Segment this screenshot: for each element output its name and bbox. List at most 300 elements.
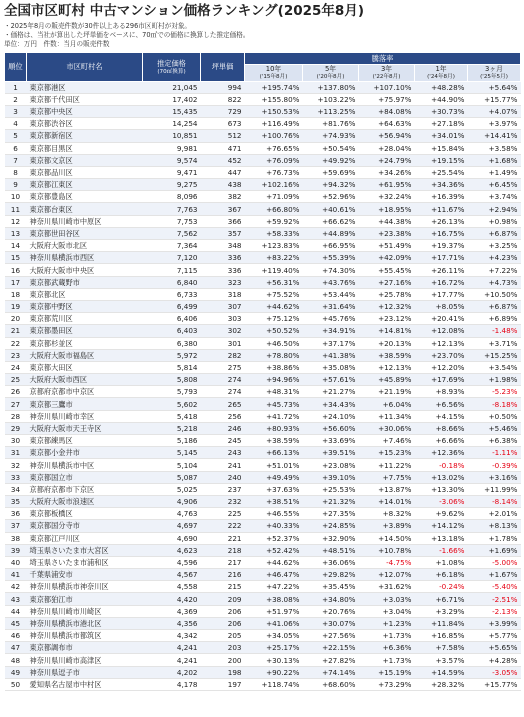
- rise-3y-cell: +51.49%: [359, 240, 415, 252]
- price-cell: 5,793: [143, 386, 201, 398]
- city-cell: 東京都千代田区: [27, 93, 143, 105]
- city-cell: 東京都調布市: [27, 642, 143, 654]
- city-cell: 京都府京都市中京区: [27, 386, 143, 398]
- tsubo-cell: 206: [201, 617, 245, 629]
- city-cell: 埼玉県さいたま市浦和区: [27, 556, 143, 568]
- rise-3y-cell: +18.95%: [359, 203, 415, 215]
- rise-1y-cell: +14.59%: [415, 666, 468, 678]
- rise-3y-cell: +107.10%: [359, 81, 415, 93]
- rise-3m-cell: +3.97%: [468, 118, 521, 130]
- city-cell: 東京都国分寺市: [27, 520, 143, 532]
- period-date: ('25年5月): [480, 73, 508, 80]
- price-cell: 5,104: [143, 459, 201, 471]
- rank-cell: 26: [5, 386, 27, 398]
- rise-5y-cell: +39.10%: [303, 471, 359, 483]
- rise-10y-cell: +41.06%: [245, 617, 303, 629]
- tsubo-cell: 237: [201, 483, 245, 495]
- note-line: ・2025年8月の販売件数が30件以上ある296市区町村が対象。: [4, 22, 192, 30]
- table-row: [5, 630, 521, 642]
- rank-cell: 19: [5, 300, 27, 312]
- rise-1y-cell: +7.58%: [415, 642, 468, 654]
- city-cell: 東京都台東区: [27, 203, 143, 215]
- rank-cell: 48: [5, 654, 27, 666]
- tsubo-cell: 198: [201, 666, 245, 678]
- rank-cell: 6: [5, 142, 27, 154]
- rank-cell: 44: [5, 605, 27, 617]
- rise-10y-cell: +45.73%: [245, 398, 303, 410]
- rise-5y-cell: +103.22%: [303, 93, 359, 105]
- period-date: ('15年8月): [259, 73, 288, 80]
- table-row: [5, 288, 521, 300]
- rise-5y-cell: +29.82%: [303, 569, 359, 581]
- city-cell: 東京都練馬区: [27, 435, 143, 447]
- rank-cell: 33: [5, 471, 27, 483]
- price-cell: 5,808: [143, 374, 201, 386]
- price-cell: 6,406: [143, 313, 201, 325]
- rise-3m-cell: +1.67%: [468, 569, 521, 581]
- rise-5y-cell: +81.76%: [303, 118, 359, 130]
- city-cell: 東京都目黒区: [27, 142, 143, 154]
- price-cell: 4,690: [143, 532, 201, 544]
- rise-3y-cell: +21.19%: [359, 386, 415, 398]
- city-cell: 大阪府大阪市天王寺区: [27, 422, 143, 434]
- rise-3m-cell: +7.22%: [468, 264, 521, 276]
- rise-5y-cell: +34.91%: [303, 325, 359, 337]
- table-row: [5, 459, 521, 471]
- rank-cell: 41: [5, 569, 27, 581]
- rank-cell: 4: [5, 118, 27, 130]
- rank-cell: 5: [5, 130, 27, 142]
- rise-3m-cell: -1.11%: [468, 447, 521, 459]
- rise-3y-cell: +11.34%: [359, 410, 415, 422]
- table-row: [5, 398, 521, 410]
- rise-1y-cell: +17.69%: [415, 374, 468, 386]
- tsubo-cell: 452: [201, 154, 245, 166]
- rank-cell: 50: [5, 678, 27, 690]
- price-cell: 9,981: [143, 142, 201, 154]
- rise-3y-cell: +12.32%: [359, 300, 415, 312]
- rise-3y-cell: +1.73%: [359, 654, 415, 666]
- rise-5y-cell: +33.69%: [303, 435, 359, 447]
- rank-cell: 21: [5, 325, 27, 337]
- table-row: [5, 264, 521, 276]
- rise-5y-cell: +21.27%: [303, 386, 359, 398]
- price-cell: 5,145: [143, 447, 201, 459]
- rank-cell: 10: [5, 191, 27, 203]
- rise-10y-cell: +47.22%: [245, 581, 303, 593]
- rise-5y-cell: +23.08%: [303, 459, 359, 471]
- table-row: [5, 349, 521, 361]
- table-row: [5, 240, 521, 252]
- rise-1y-cell: +11.67%: [415, 203, 468, 215]
- rise-5y-cell: +45.76%: [303, 313, 359, 325]
- price-cell: 5,814: [143, 361, 201, 373]
- rise-3y-cell: +3.89%: [359, 520, 415, 532]
- rise-3y-cell: +7.46%: [359, 435, 415, 447]
- price-cell: 9,574: [143, 154, 201, 166]
- city-cell: 神奈川県横浜市中区: [27, 459, 143, 471]
- rank-cell: 36: [5, 508, 27, 520]
- rise-5y-cell: +35.08%: [303, 361, 359, 373]
- rise-3m-cell: +10.50%: [468, 288, 521, 300]
- rise-3m-cell: +4.07%: [468, 105, 521, 117]
- rise-1y-cell: +3.57%: [415, 654, 468, 666]
- rise-10y-cell: +46.47%: [245, 569, 303, 581]
- rise-3m-cell: -2.51%: [468, 593, 521, 605]
- rise-10y-cell: +83.22%: [245, 252, 303, 264]
- table-row: [5, 191, 521, 203]
- tsubo-cell: 303: [201, 313, 245, 325]
- header-price-label: 推定価格: [157, 58, 186, 68]
- rank-cell: 28: [5, 410, 27, 422]
- table-row: [5, 105, 521, 117]
- city-cell: 東京都三鷹市: [27, 398, 143, 410]
- tsubo-cell: 336: [201, 264, 245, 276]
- rise-3y-cell: +30.06%: [359, 422, 415, 434]
- rise-5y-cell: +50.54%: [303, 142, 359, 154]
- rank-cell: 24: [5, 361, 27, 373]
- rank-cell: 17: [5, 276, 27, 288]
- tsubo-cell: 301: [201, 337, 245, 349]
- rank-cell: 2: [5, 93, 27, 105]
- rise-3m-cell: +5.64%: [468, 81, 521, 93]
- rise-5y-cell: +49.92%: [303, 154, 359, 166]
- rise-3m-cell: -0.39%: [468, 459, 521, 471]
- price-cell: 17,402: [143, 93, 201, 105]
- table-row: [5, 471, 521, 483]
- rise-5y-cell: +34.80%: [303, 593, 359, 605]
- price-cell: 5,218: [143, 422, 201, 434]
- rise-5y-cell: +37.17%: [303, 337, 359, 349]
- rise-1y-cell: +19.15%: [415, 154, 468, 166]
- rise-1y-cell: +44.90%: [415, 93, 468, 105]
- tsubo-cell: 471: [201, 142, 245, 154]
- rank-cell: 30: [5, 435, 27, 447]
- table-row: [5, 508, 521, 520]
- rise-10y-cell: +80.93%: [245, 422, 303, 434]
- rise-5y-cell: +113.25%: [303, 105, 359, 117]
- rank-cell: 38: [5, 532, 27, 544]
- price-cell: 4,697: [143, 520, 201, 532]
- rise-3m-cell: +0.98%: [468, 215, 521, 227]
- rise-1y-cell: -0.24%: [415, 581, 468, 593]
- tsubo-cell: 274: [201, 386, 245, 398]
- rise-3m-cell: +1.68%: [468, 154, 521, 166]
- tsubo-cell: 357: [201, 227, 245, 239]
- city-cell: 東京都新宿区: [27, 130, 143, 142]
- rank-cell: 35: [5, 495, 27, 507]
- page-title: 全国市区町村 中古マンション価格ランキング(2025年8月): [4, 3, 364, 19]
- table-row: [5, 252, 521, 264]
- rise-3m-cell: +2.01%: [468, 508, 521, 520]
- rank-cell: 12: [5, 215, 27, 227]
- rise-10y-cell: +46.50%: [245, 337, 303, 349]
- rise-3m-cell: -5.00%: [468, 556, 521, 568]
- rise-10y-cell: +48.31%: [245, 386, 303, 398]
- tsubo-cell: 216: [201, 569, 245, 581]
- table-row: [5, 410, 521, 422]
- rise-3m-cell: -8.18%: [468, 398, 521, 410]
- rise-5y-cell: +74.93%: [303, 130, 359, 142]
- price-cell: 21,045: [143, 81, 201, 93]
- rise-10y-cell: +119.40%: [245, 264, 303, 276]
- price-cell: 4,567: [143, 569, 201, 581]
- rise-3m-cell: +6.89%: [468, 313, 521, 325]
- table-row: [5, 118, 521, 130]
- tsubo-cell: 203: [201, 642, 245, 654]
- tsubo-cell: 673: [201, 118, 245, 130]
- rise-3y-cell: -4.75%: [359, 556, 415, 568]
- rise-3m-cell: +6.45%: [468, 179, 521, 191]
- rise-10y-cell: +94.96%: [245, 374, 303, 386]
- rank-cell: 15: [5, 252, 27, 264]
- header-period: [359, 64, 415, 81]
- rise-10y-cell: +51.97%: [245, 605, 303, 617]
- tsubo-cell: 221: [201, 532, 245, 544]
- tsubo-cell: 336: [201, 252, 245, 264]
- rise-10y-cell: +52.42%: [245, 544, 303, 556]
- tsubo-cell: 382: [201, 191, 245, 203]
- rise-5y-cell: +24.10%: [303, 410, 359, 422]
- tsubo-cell: 307: [201, 300, 245, 312]
- rise-3m-cell: +3.54%: [468, 361, 521, 373]
- price-cell: 10,851: [143, 130, 201, 142]
- tsubo-cell: 232: [201, 495, 245, 507]
- rise-10y-cell: +25.17%: [245, 642, 303, 654]
- header-period: [468, 64, 521, 81]
- rise-5y-cell: +52.96%: [303, 191, 359, 203]
- rise-3m-cell: +6.38%: [468, 435, 521, 447]
- price-cell: 7,364: [143, 240, 201, 252]
- rise-1y-cell: -3.06%: [415, 495, 468, 507]
- table-row: [5, 361, 521, 373]
- rise-10y-cell: +38.59%: [245, 435, 303, 447]
- rise-5y-cell: +56.60%: [303, 422, 359, 434]
- city-cell: 神奈川県川崎市川崎区: [27, 605, 143, 617]
- rise-3y-cell: +15.23%: [359, 447, 415, 459]
- price-cell: 6,733: [143, 288, 201, 300]
- table-row: [5, 215, 521, 227]
- price-cell: 4,596: [143, 556, 201, 568]
- table-row: [5, 556, 521, 568]
- rise-3y-cell: +14.01%: [359, 495, 415, 507]
- city-cell: 東京都文京区: [27, 154, 143, 166]
- tsubo-cell: 200: [201, 654, 245, 666]
- rise-3m-cell: +15.77%: [468, 93, 521, 105]
- tsubo-cell: 994: [201, 81, 245, 93]
- price-cell: 4,202: [143, 666, 201, 678]
- tsubo-cell: 205: [201, 630, 245, 642]
- table-row: [5, 227, 521, 239]
- price-cell: 5,087: [143, 471, 201, 483]
- table-row: [5, 605, 521, 617]
- rise-10y-cell: +38.86%: [245, 361, 303, 373]
- period-date: ('22年8月): [372, 73, 401, 80]
- rise-1y-cell: +20.41%: [415, 313, 468, 325]
- rise-1y-cell: +16.72%: [415, 276, 468, 288]
- rise-10y-cell: +195.74%: [245, 81, 303, 93]
- rank-cell: 49: [5, 666, 27, 678]
- rise-1y-cell: +3.29%: [415, 605, 468, 617]
- rank-cell: 37: [5, 520, 27, 532]
- rise-10y-cell: +150.53%: [245, 105, 303, 117]
- price-cell: 4,623: [143, 544, 201, 556]
- rise-5y-cell: +35.45%: [303, 581, 359, 593]
- price-cell: 4,420: [143, 593, 201, 605]
- rise-3m-cell: -3.05%: [468, 666, 521, 678]
- tsubo-cell: 197: [201, 678, 245, 690]
- rise-5y-cell: +68.60%: [303, 678, 359, 690]
- table-row: [5, 325, 521, 337]
- city-cell: 大阪府大阪市北区: [27, 240, 143, 252]
- rise-3m-cell: +5.46%: [468, 422, 521, 434]
- city-cell: 東京都品川区: [27, 166, 143, 178]
- tsubo-cell: 222: [201, 520, 245, 532]
- rise-1y-cell: +9.62%: [415, 508, 468, 520]
- rise-5y-cell: +137.80%: [303, 81, 359, 93]
- city-cell: 神奈川県横浜市西区: [27, 252, 143, 264]
- tsubo-cell: 218: [201, 544, 245, 556]
- price-cell: 9,471: [143, 166, 201, 178]
- rise-1y-cell: +30.73%: [415, 105, 468, 117]
- city-cell: 東京都江戸川区: [27, 532, 143, 544]
- rise-10y-cell: +123.83%: [245, 240, 303, 252]
- rise-3y-cell: +28.04%: [359, 142, 415, 154]
- rise-5y-cell: +94.32%: [303, 179, 359, 191]
- rise-3y-cell: +1.23%: [359, 617, 415, 629]
- rise-10y-cell: +59.92%: [245, 215, 303, 227]
- rise-3y-cell: +6.04%: [359, 398, 415, 410]
- table-row: [5, 678, 521, 690]
- rise-5y-cell: +48.51%: [303, 544, 359, 556]
- rise-3m-cell: +15.25%: [468, 349, 521, 361]
- rise-1y-cell: +12.08%: [415, 325, 468, 337]
- rise-3y-cell: +7.75%: [359, 471, 415, 483]
- tsubo-cell: 512: [201, 130, 245, 142]
- rise-3y-cell: +42.09%: [359, 252, 415, 264]
- rise-3y-cell: +27.16%: [359, 276, 415, 288]
- city-cell: 大阪府大阪市中央区: [27, 264, 143, 276]
- rise-5y-cell: +74.30%: [303, 264, 359, 276]
- city-cell: 大阪府大阪市西区: [27, 374, 143, 386]
- city-cell: 東京都墨田区: [27, 325, 143, 337]
- rank-cell: 27: [5, 398, 27, 410]
- rank-cell: 39: [5, 544, 27, 556]
- rise-5y-cell: +27.82%: [303, 654, 359, 666]
- rise-5y-cell: +36.06%: [303, 556, 359, 568]
- rise-10y-cell: +30.13%: [245, 654, 303, 666]
- rank-cell: 45: [5, 617, 27, 629]
- city-cell: 東京都国立市: [27, 471, 143, 483]
- rise-3y-cell: +61.95%: [359, 179, 415, 191]
- rise-1y-cell: +26.13%: [415, 215, 468, 227]
- rise-3m-cell: +4.23%: [468, 252, 521, 264]
- table-row: [5, 142, 521, 154]
- rise-1y-cell: -1.66%: [415, 544, 468, 556]
- price-cell: 7,753: [143, 215, 201, 227]
- price-cell: 4,342: [143, 630, 201, 642]
- price-cell: 4,906: [143, 495, 201, 507]
- tsubo-cell: 241: [201, 459, 245, 471]
- header-rise: 騰落率: [245, 52, 521, 64]
- tsubo-cell: 209: [201, 593, 245, 605]
- rise-10y-cell: +76.09%: [245, 154, 303, 166]
- rise-3y-cell: +11.22%: [359, 459, 415, 471]
- city-cell: 愛知県名古屋市中村区: [27, 678, 143, 690]
- rise-1y-cell: +25.54%: [415, 166, 468, 178]
- rank-cell: 25: [5, 374, 27, 386]
- rise-3m-cell: +8.13%: [468, 520, 521, 532]
- rise-1y-cell: +26.11%: [415, 264, 468, 276]
- rise-3m-cell: +3.99%: [468, 617, 521, 629]
- rank-cell: 14: [5, 240, 27, 252]
- rise-1y-cell: +8.93%: [415, 386, 468, 398]
- table-row: [5, 81, 521, 93]
- rank-cell: 34: [5, 483, 27, 495]
- price-cell: 6,380: [143, 337, 201, 349]
- rise-10y-cell: +118.74%: [245, 678, 303, 690]
- rise-3y-cell: +64.63%: [359, 118, 415, 130]
- tsubo-cell: 275: [201, 361, 245, 373]
- price-cell: 4,241: [143, 642, 201, 654]
- rise-3m-cell: +15.77%: [468, 678, 521, 690]
- rise-3y-cell: +55.45%: [359, 264, 415, 276]
- city-cell: 京都府京都市下京区: [27, 483, 143, 495]
- header-period: [303, 64, 359, 81]
- rise-10y-cell: +49.49%: [245, 471, 303, 483]
- rank-cell: 20: [5, 313, 27, 325]
- price-cell: 14,254: [143, 118, 201, 130]
- table-row: [5, 666, 521, 678]
- table-row: [5, 435, 521, 447]
- rise-5y-cell: +41.38%: [303, 349, 359, 361]
- table-row: [5, 374, 521, 386]
- rise-10y-cell: +75.52%: [245, 288, 303, 300]
- table-row: [5, 300, 521, 312]
- rank-cell: 16: [5, 264, 27, 276]
- rise-3y-cell: +12.07%: [359, 569, 415, 581]
- city-cell: 東京都狛江市: [27, 593, 143, 605]
- tsubo-cell: 256: [201, 410, 245, 422]
- table-row: [5, 617, 521, 629]
- tsubo-cell: 348: [201, 240, 245, 252]
- rise-10y-cell: +102.16%: [245, 179, 303, 191]
- rise-1y-cell: +12.13%: [415, 337, 468, 349]
- rise-1y-cell: +6.66%: [415, 435, 468, 447]
- rise-1y-cell: +16.85%: [415, 630, 468, 642]
- rise-5y-cell: +25.53%: [303, 483, 359, 495]
- rise-1y-cell: +12.36%: [415, 447, 468, 459]
- price-cell: 6,499: [143, 300, 201, 312]
- rise-5y-cell: +31.64%: [303, 300, 359, 312]
- period-label: 3年: [380, 64, 393, 73]
- table-row: [5, 532, 521, 544]
- tsubo-cell: 729: [201, 105, 245, 117]
- rise-5y-cell: +66.62%: [303, 215, 359, 227]
- table-row: [5, 544, 521, 556]
- rise-5y-cell: +30.07%: [303, 617, 359, 629]
- rise-1y-cell: +8.05%: [415, 300, 468, 312]
- rise-10y-cell: +40.33%: [245, 520, 303, 532]
- price-cell: 4,558: [143, 581, 201, 593]
- table-row: [5, 313, 521, 325]
- rank-cell: 7: [5, 154, 27, 166]
- rise-3y-cell: +12.13%: [359, 361, 415, 373]
- rise-10y-cell: +78.80%: [245, 349, 303, 361]
- rise-3m-cell: +6.87%: [468, 300, 521, 312]
- rise-1y-cell: +19.37%: [415, 240, 468, 252]
- rise-3y-cell: +13.87%: [359, 483, 415, 495]
